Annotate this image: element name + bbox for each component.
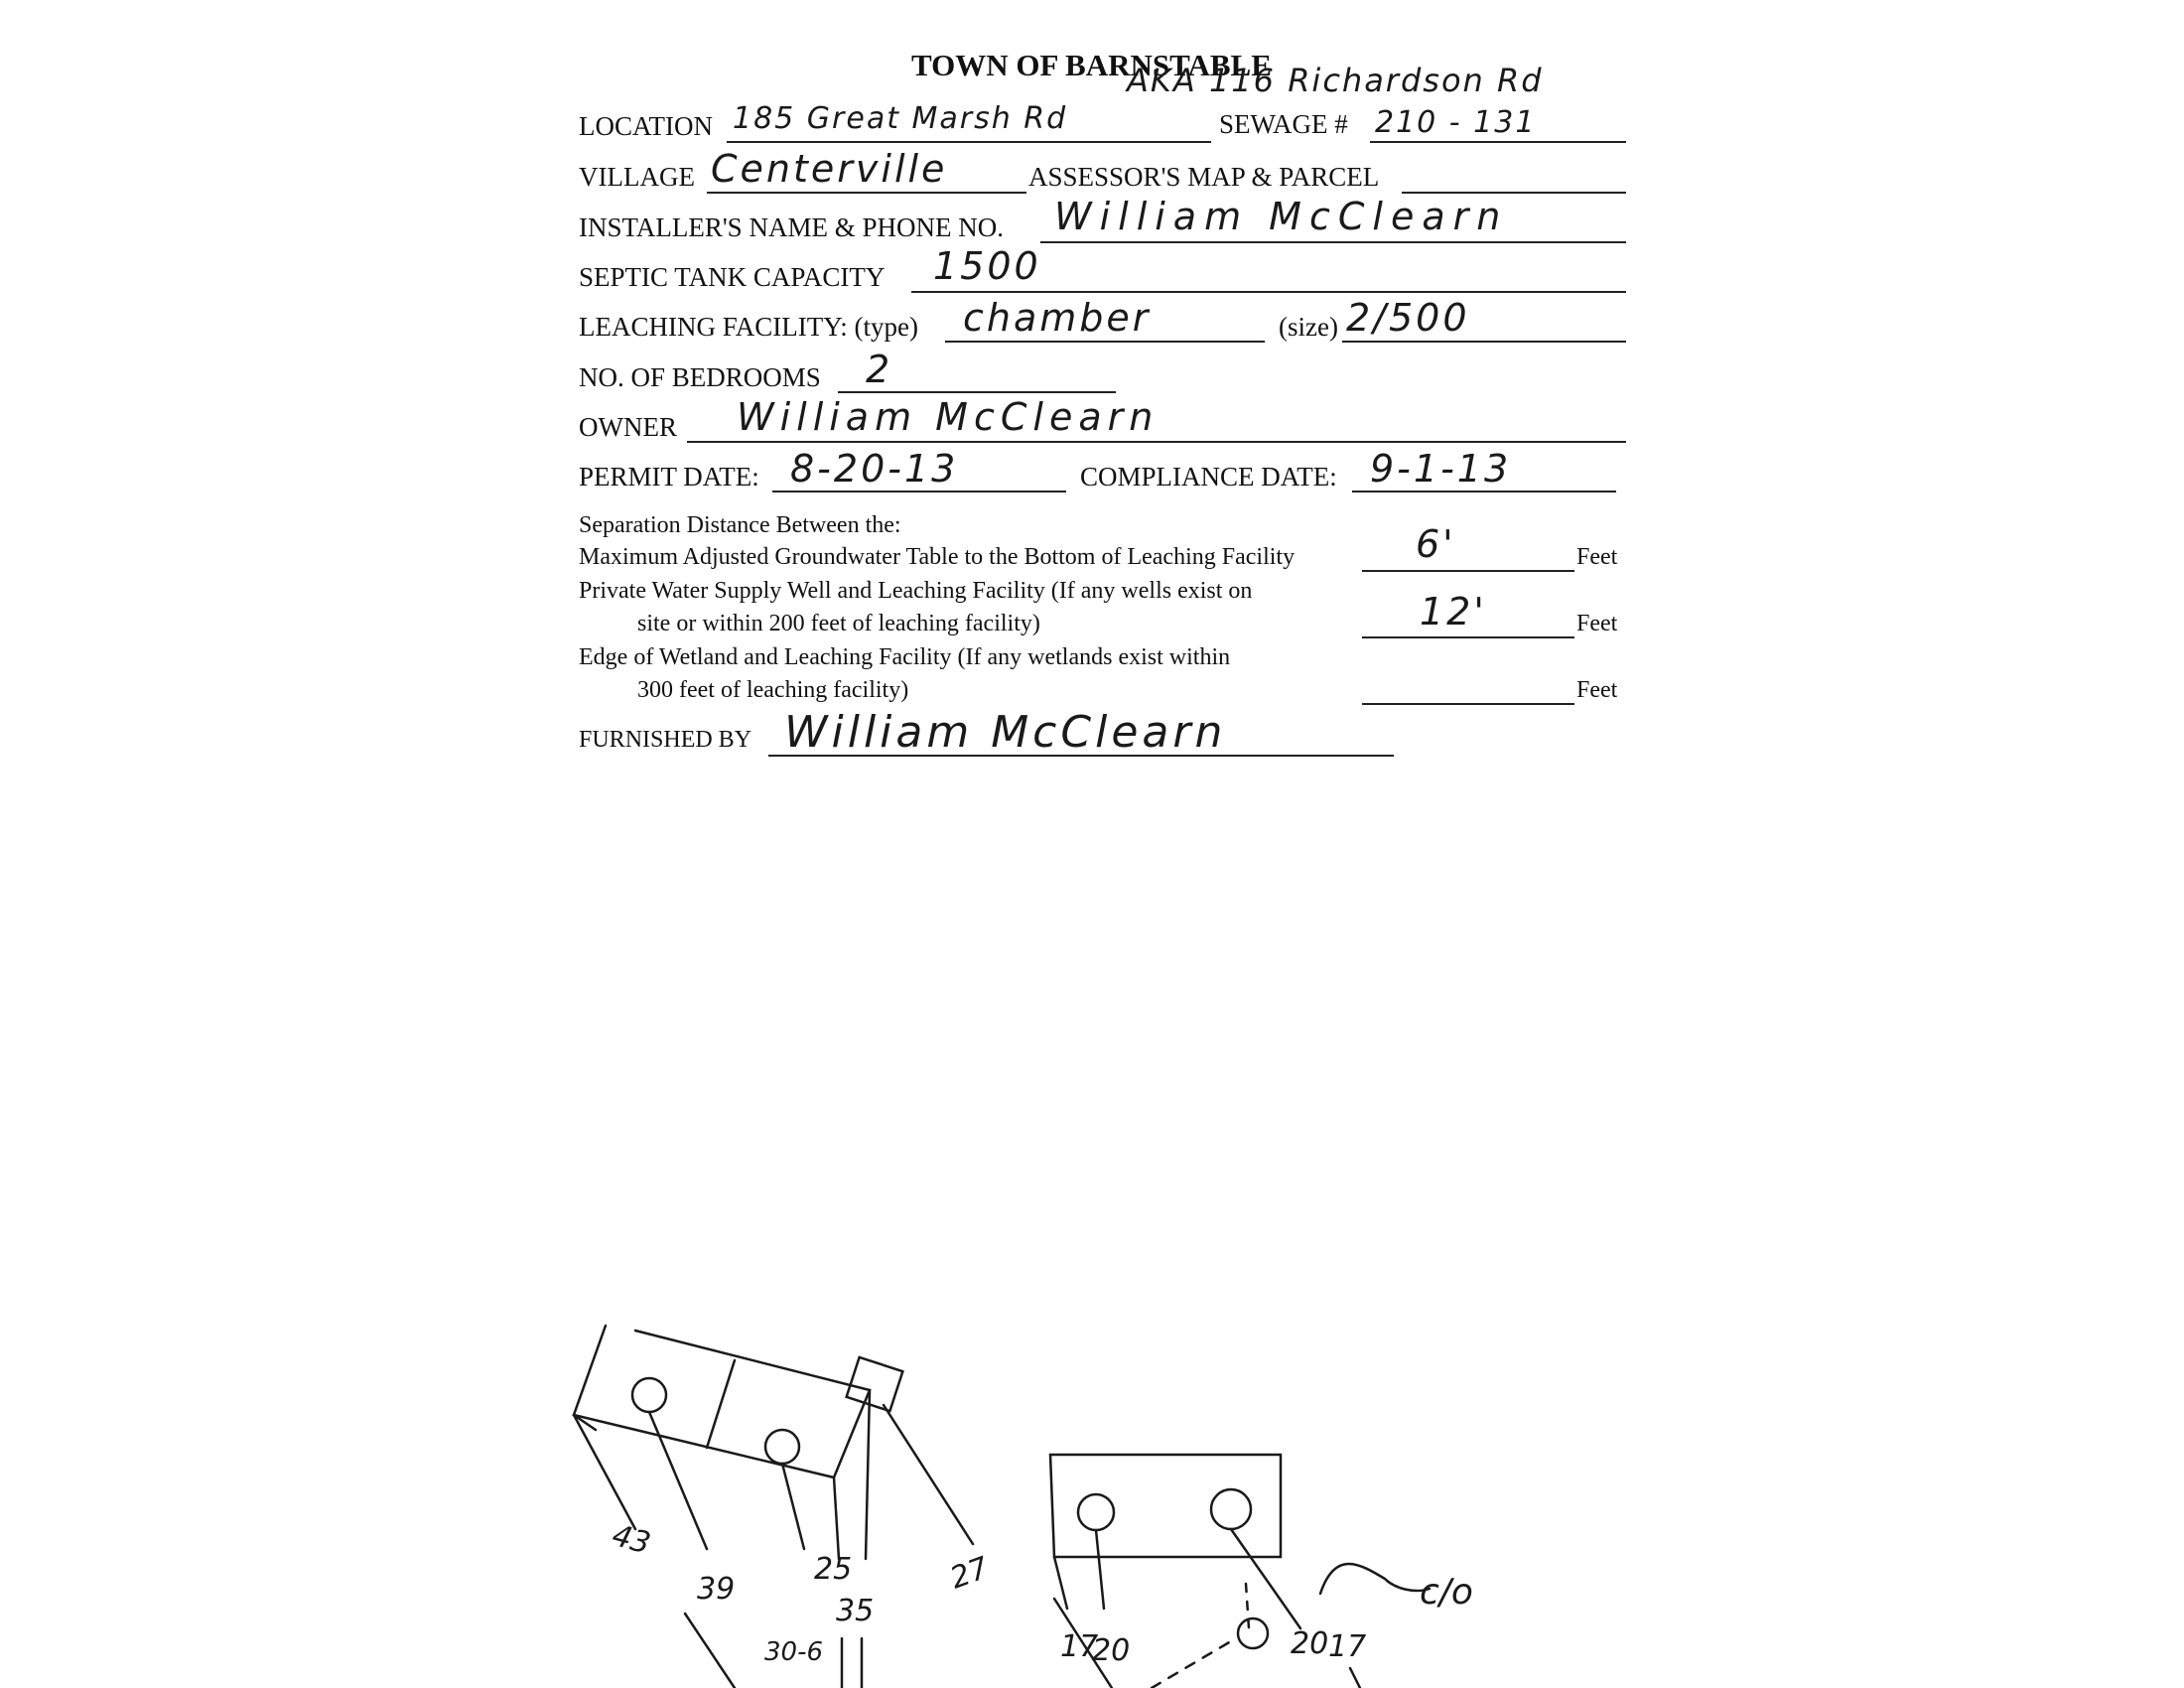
leaching-label: LEACHING FACILITY: (type) <box>579 312 918 342</box>
compliance-label: COMPLIANCE DATE: <box>1080 462 1337 492</box>
distribution-box <box>847 1357 903 1411</box>
location-label: LOCATION <box>579 111 713 141</box>
tie-line-long-left <box>685 1614 735 1688</box>
tie-line-ticks <box>842 1638 862 1688</box>
sewage-label: SEWAGE # <box>1219 109 1348 139</box>
tie-line-43 <box>574 1415 635 1529</box>
sketch-label-25: 25 <box>814 1552 853 1587</box>
location-value: 185 Great Marsh Rd <box>733 101 1068 136</box>
septic-value: 1500 <box>933 244 1041 288</box>
sketch-label-43: 43 <box>608 1517 654 1562</box>
tie-line-27 <box>884 1405 973 1544</box>
furnished-value: William McClearn <box>784 707 1227 758</box>
tie-line-25 <box>782 1464 804 1549</box>
furnished-label: FURNISHED BY <box>579 727 752 753</box>
tie-line-cleanout <box>1231 1529 1360 1688</box>
well-value: 12' <box>1420 590 1487 633</box>
well-label-2: site or within 200 feet of leaching facility) <box>637 611 1040 636</box>
septic-tank-divider <box>707 1360 735 1448</box>
sketch-label-17-right: 17 <box>1328 1629 1367 1664</box>
well-label-1: Private Water Supply Well and Leaching Facility (If any wells exist on <box>579 578 1253 604</box>
sketch-label-20-left: 20 <box>1092 1633 1131 1668</box>
sketch-label-cleanout: c/o <box>1420 1572 1473 1613</box>
form-title: TOWN OF BARNSTABLE <box>911 48 1272 82</box>
size-label: (size) <box>1279 312 1338 342</box>
septic-inlet-circle <box>632 1378 666 1412</box>
cleanout-mark <box>1246 1584 1249 1628</box>
cleanout-circle <box>1238 1618 1268 1648</box>
sketch-label-17-left: 17 <box>1060 1629 1099 1664</box>
leaching-chamber-outline <box>1050 1455 1281 1557</box>
wetland-label-1: Edge of Wetland and Leaching Facility (If any wetlands exist within <box>579 644 1231 670</box>
sketch-label-39: 39 <box>697 1572 736 1607</box>
village-label: VILLAGE <box>579 162 695 192</box>
owner-label: OWNER <box>579 412 677 442</box>
well-unit: Feet <box>1576 611 1618 636</box>
sketch-label-35: 35 <box>836 1594 875 1628</box>
installer-value: William McClearn <box>1054 195 1509 238</box>
size-value: 2/500 <box>1346 296 1470 340</box>
owner-value: William McClearn <box>737 395 1160 439</box>
groundwater-value: 6' <box>1416 522 1456 566</box>
leaching-value: chamber <box>963 296 1152 340</box>
sketch-label-27: 27 <box>945 1550 994 1597</box>
permit-label: PERMIT DATE: <box>579 462 759 492</box>
sketch-label-30-6: 30-6 <box>764 1637 824 1667</box>
separation-heading: Separation Distance Between the: <box>579 512 901 538</box>
wetland-unit: Feet <box>1576 677 1618 703</box>
septic-label: SEPTIC TANK CAPACITY <box>579 262 886 292</box>
village-value: Centerville <box>711 147 948 191</box>
tie-line-dashed <box>1152 1638 1236 1688</box>
groundwater-label: Maximum Adjusted Groundwater Table to the Bottom of Leaching Facility <box>579 544 1296 570</box>
installer-label: INSTALLER'S NAME & PHONE NO. <box>579 212 1004 242</box>
septic-outlet-circle <box>765 1430 799 1464</box>
location-aka: AKA 116 Richardson Rd <box>1127 62 1544 99</box>
sewage-value: 210 - 131 <box>1375 105 1537 140</box>
bedrooms-value: 2 <box>866 348 893 391</box>
compliance-value: 9-1-13 <box>1370 447 1512 491</box>
chamber-circle-right <box>1211 1489 1251 1529</box>
sketch-label-20-right: 20 <box>1291 1626 1329 1661</box>
chamber-circle-left <box>1078 1494 1114 1530</box>
tie-line-39 <box>649 1412 707 1549</box>
groundwater-unit: Feet <box>1576 544 1618 570</box>
wetland-label-2: 300 feet of leaching facility) <box>637 677 909 703</box>
cleanout-curve <box>1320 1564 1430 1594</box>
bedrooms-label: NO. OF BEDROOMS <box>579 362 821 392</box>
assessor-label: ASSESSOR'S MAP & PARCEL <box>1028 162 1380 192</box>
permit-value: 8-20-13 <box>790 447 959 491</box>
